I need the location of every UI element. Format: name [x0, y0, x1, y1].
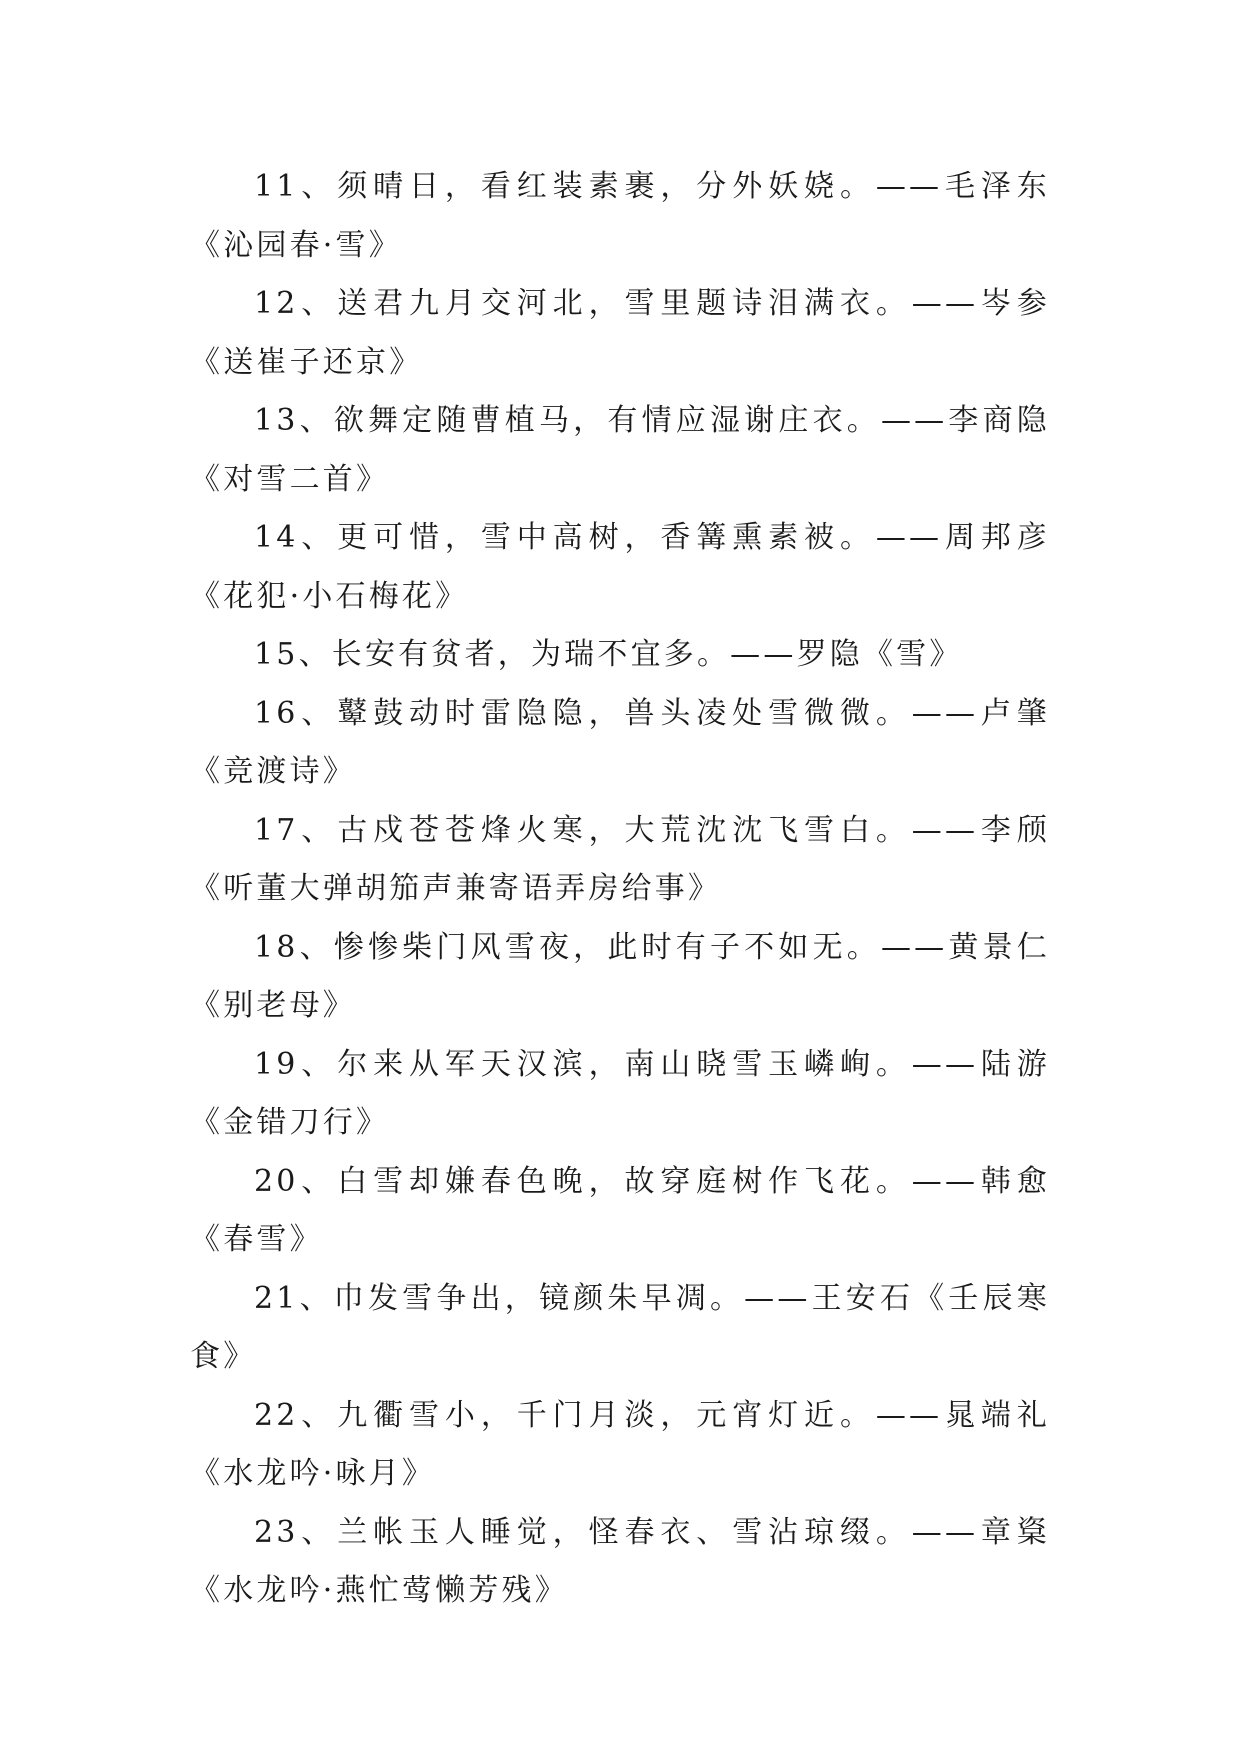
list-item: 23、兰帐玉人睡觉，怪春衣、雪沾琼缀。——章楶《水龙吟·燕忙莺懒芳残》	[190, 1514, 1050, 1608]
list-item: 15、长安有贫者，为瑞不宜多。——罗隐《雪》	[254, 637, 963, 672]
list-item: 18、惨惨柴门风雪夜，此时有子不如无。——黄景仁《别老母》	[190, 929, 1050, 1023]
list-item: 17、古戍苍苍烽火寒，大荒沈沈飞雪白。——李颀《听董大弹胡笳声兼寄语弄房给事》	[190, 812, 1050, 906]
list-item: 19、尔来从军天汉滨，南山晓雪玉嶙峋。——陆游《金错刀行》	[190, 1046, 1050, 1140]
list-item: 22、九衢雪小，千门月淡，元宵灯近。——晁端礼《水龙吟·咏月》	[190, 1397, 1050, 1491]
list-item: 14、更可惜，雪中高树，香篝熏素被。——周邦彦《花犯·小石梅花》	[190, 520, 1050, 614]
list-item: 11、须晴日，看红装素裹，分外妖娆。——毛泽东《沁园春·雪》	[190, 169, 1050, 263]
list-item: 16、鼙鼓动时雷隐隐，兽头凌处雪微微。——卢肇《竞渡诗》	[190, 695, 1050, 789]
list-item: 13、欲舞定随曹植马，有情应湿谢庄衣。——李商隐《对雪二首》	[190, 403, 1050, 497]
list-item: 21、巾发雪争出，镜颜朱早凋。——王安石《壬辰寒食》	[190, 1280, 1050, 1374]
list-item: 12、送君九月交河北，雪里题诗泪满衣。——岑参《送崔子还京》	[190, 286, 1050, 380]
poem-quote-list	[190, 158, 1050, 1621]
list-item: 20、白雪却嫌春色晚，故穿庭树作飞花。——韩愈《春雪》	[190, 1163, 1050, 1257]
